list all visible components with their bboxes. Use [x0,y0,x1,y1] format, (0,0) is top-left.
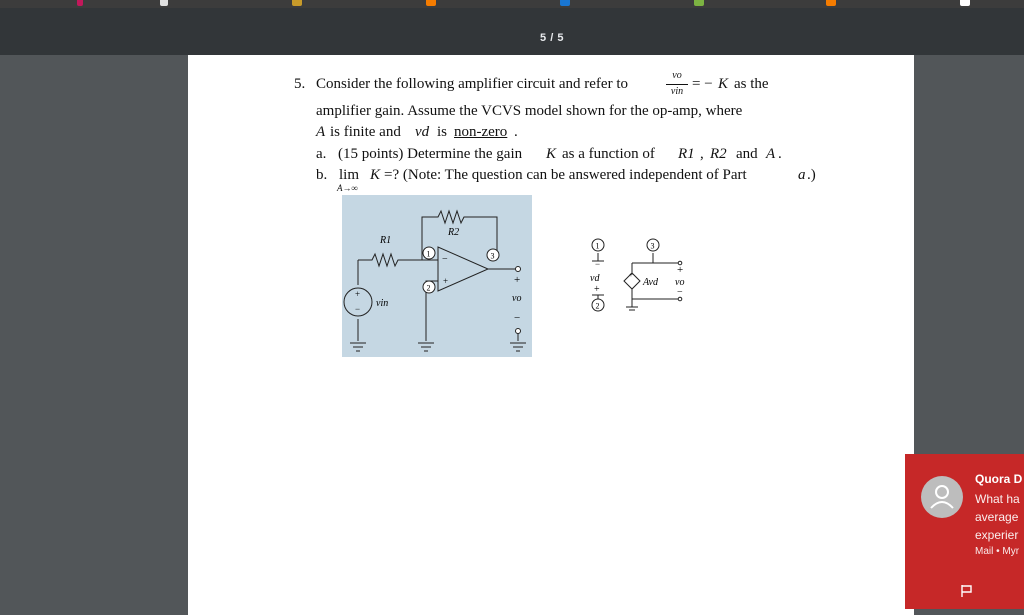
question-line1-end: as the [734,76,769,92]
node-2-label: 2 [426,283,431,293]
flag-icon[interactable] [961,584,973,598]
question-number: 5. [294,76,306,92]
node-1-label: 1 [426,249,431,259]
notification-toast[interactable] [905,454,1024,609]
browser-tab-strip [0,0,1024,8]
person-icon [921,476,963,518]
equals-minus: = − [692,76,713,92]
opamp-plus-label: + [443,276,449,286]
symbol-K: K [370,167,381,183]
vcvs-vd-minus: − [595,259,601,269]
fraction-denominator: vin [670,86,684,97]
amplifier-circuit-figure [342,195,532,357]
label-r1: R1 [380,235,392,246]
tab-favicon[interactable] [826,0,836,6]
limit-lim: lim [339,167,360,183]
vcvs-vo-label: vo [675,277,685,288]
pdf-toolbar [0,8,1024,55]
symbol-vd: vd [415,124,430,140]
fraction-numerator: vo [672,70,682,81]
label-r2: R2 [448,227,460,238]
part-b-text: =? (Note: The question can be answered independent of Part [384,167,747,183]
avatar [921,476,963,518]
question-line3: is finite and [330,124,401,140]
period-paren: .) [807,167,816,183]
word-is: is [437,124,448,140]
vcvs-node-3: 3 [650,241,655,251]
word-non-zero: non-zero [454,124,508,140]
part-a-text-mid: as a function of [562,146,655,162]
notification-source: Mail • Myr [975,546,1020,557]
opamp-minus-label: − [442,254,448,265]
vcvs-node-2: 2 [595,301,600,311]
symbol-K: K [718,76,729,92]
question-text [188,55,914,615]
tab-favicon[interactable] [960,0,970,6]
tab-favicon[interactable] [560,0,570,6]
output-minus-label: − [514,312,521,324]
symbol-R2: R2 [710,146,727,162]
vcvs-model-diagram [582,233,702,315]
symbol-K: K [546,146,557,162]
vcvs-node-1: 1 [595,241,600,251]
notification-title: Quora D [975,472,1023,486]
circuit-diagram [342,195,532,357]
question-line1: Consider the following amplifier circuit and refer to [316,76,628,92]
source-minus-label: − [355,304,361,314]
period: . [778,146,782,162]
fraction-bar [666,84,688,85]
vcvs-out-minus: − [677,287,683,298]
vcvs-out-plus: + [677,264,684,276]
tab-favicon[interactable] [160,0,168,6]
tab-favicon[interactable] [694,0,704,6]
comma: , [700,146,704,162]
notification-body: What ha average experier [975,492,1020,542]
tab-favicon[interactable] [426,0,436,6]
symbol-a: a [798,167,806,183]
tab-favicon[interactable] [77,0,83,6]
output-plus-label: + [514,274,521,286]
pdf-page [188,55,914,615]
word-and: and [736,146,758,162]
vcvs-vd-label: vd [590,273,600,284]
vcvs-vd-plus: + [594,284,600,295]
limit-subscript: A→∞ [337,183,358,193]
label-vo: vo [512,293,522,304]
page-counter: 5 / 5 [540,32,564,44]
node-3-label: 3 [490,251,495,261]
source-plus-label: + [355,289,361,299]
label-vin: vin [376,298,389,309]
question-line2: amplifier gain. Assume the VCVS model shown for the op-amp, where [316,103,743,119]
part-a-label: a. [316,146,327,162]
source-plus-sign: + [629,271,633,279]
part-b-label: b. [316,167,328,183]
symbol-A: A [766,146,776,162]
part-a-text: (15 points) Determine the gain [338,146,523,162]
tab-favicon[interactable] [292,0,302,6]
symbol-A: A [316,124,326,140]
period: . [514,124,518,140]
vcvs-source-label: Avd [643,277,658,288]
symbol-R1: R1 [678,146,695,162]
